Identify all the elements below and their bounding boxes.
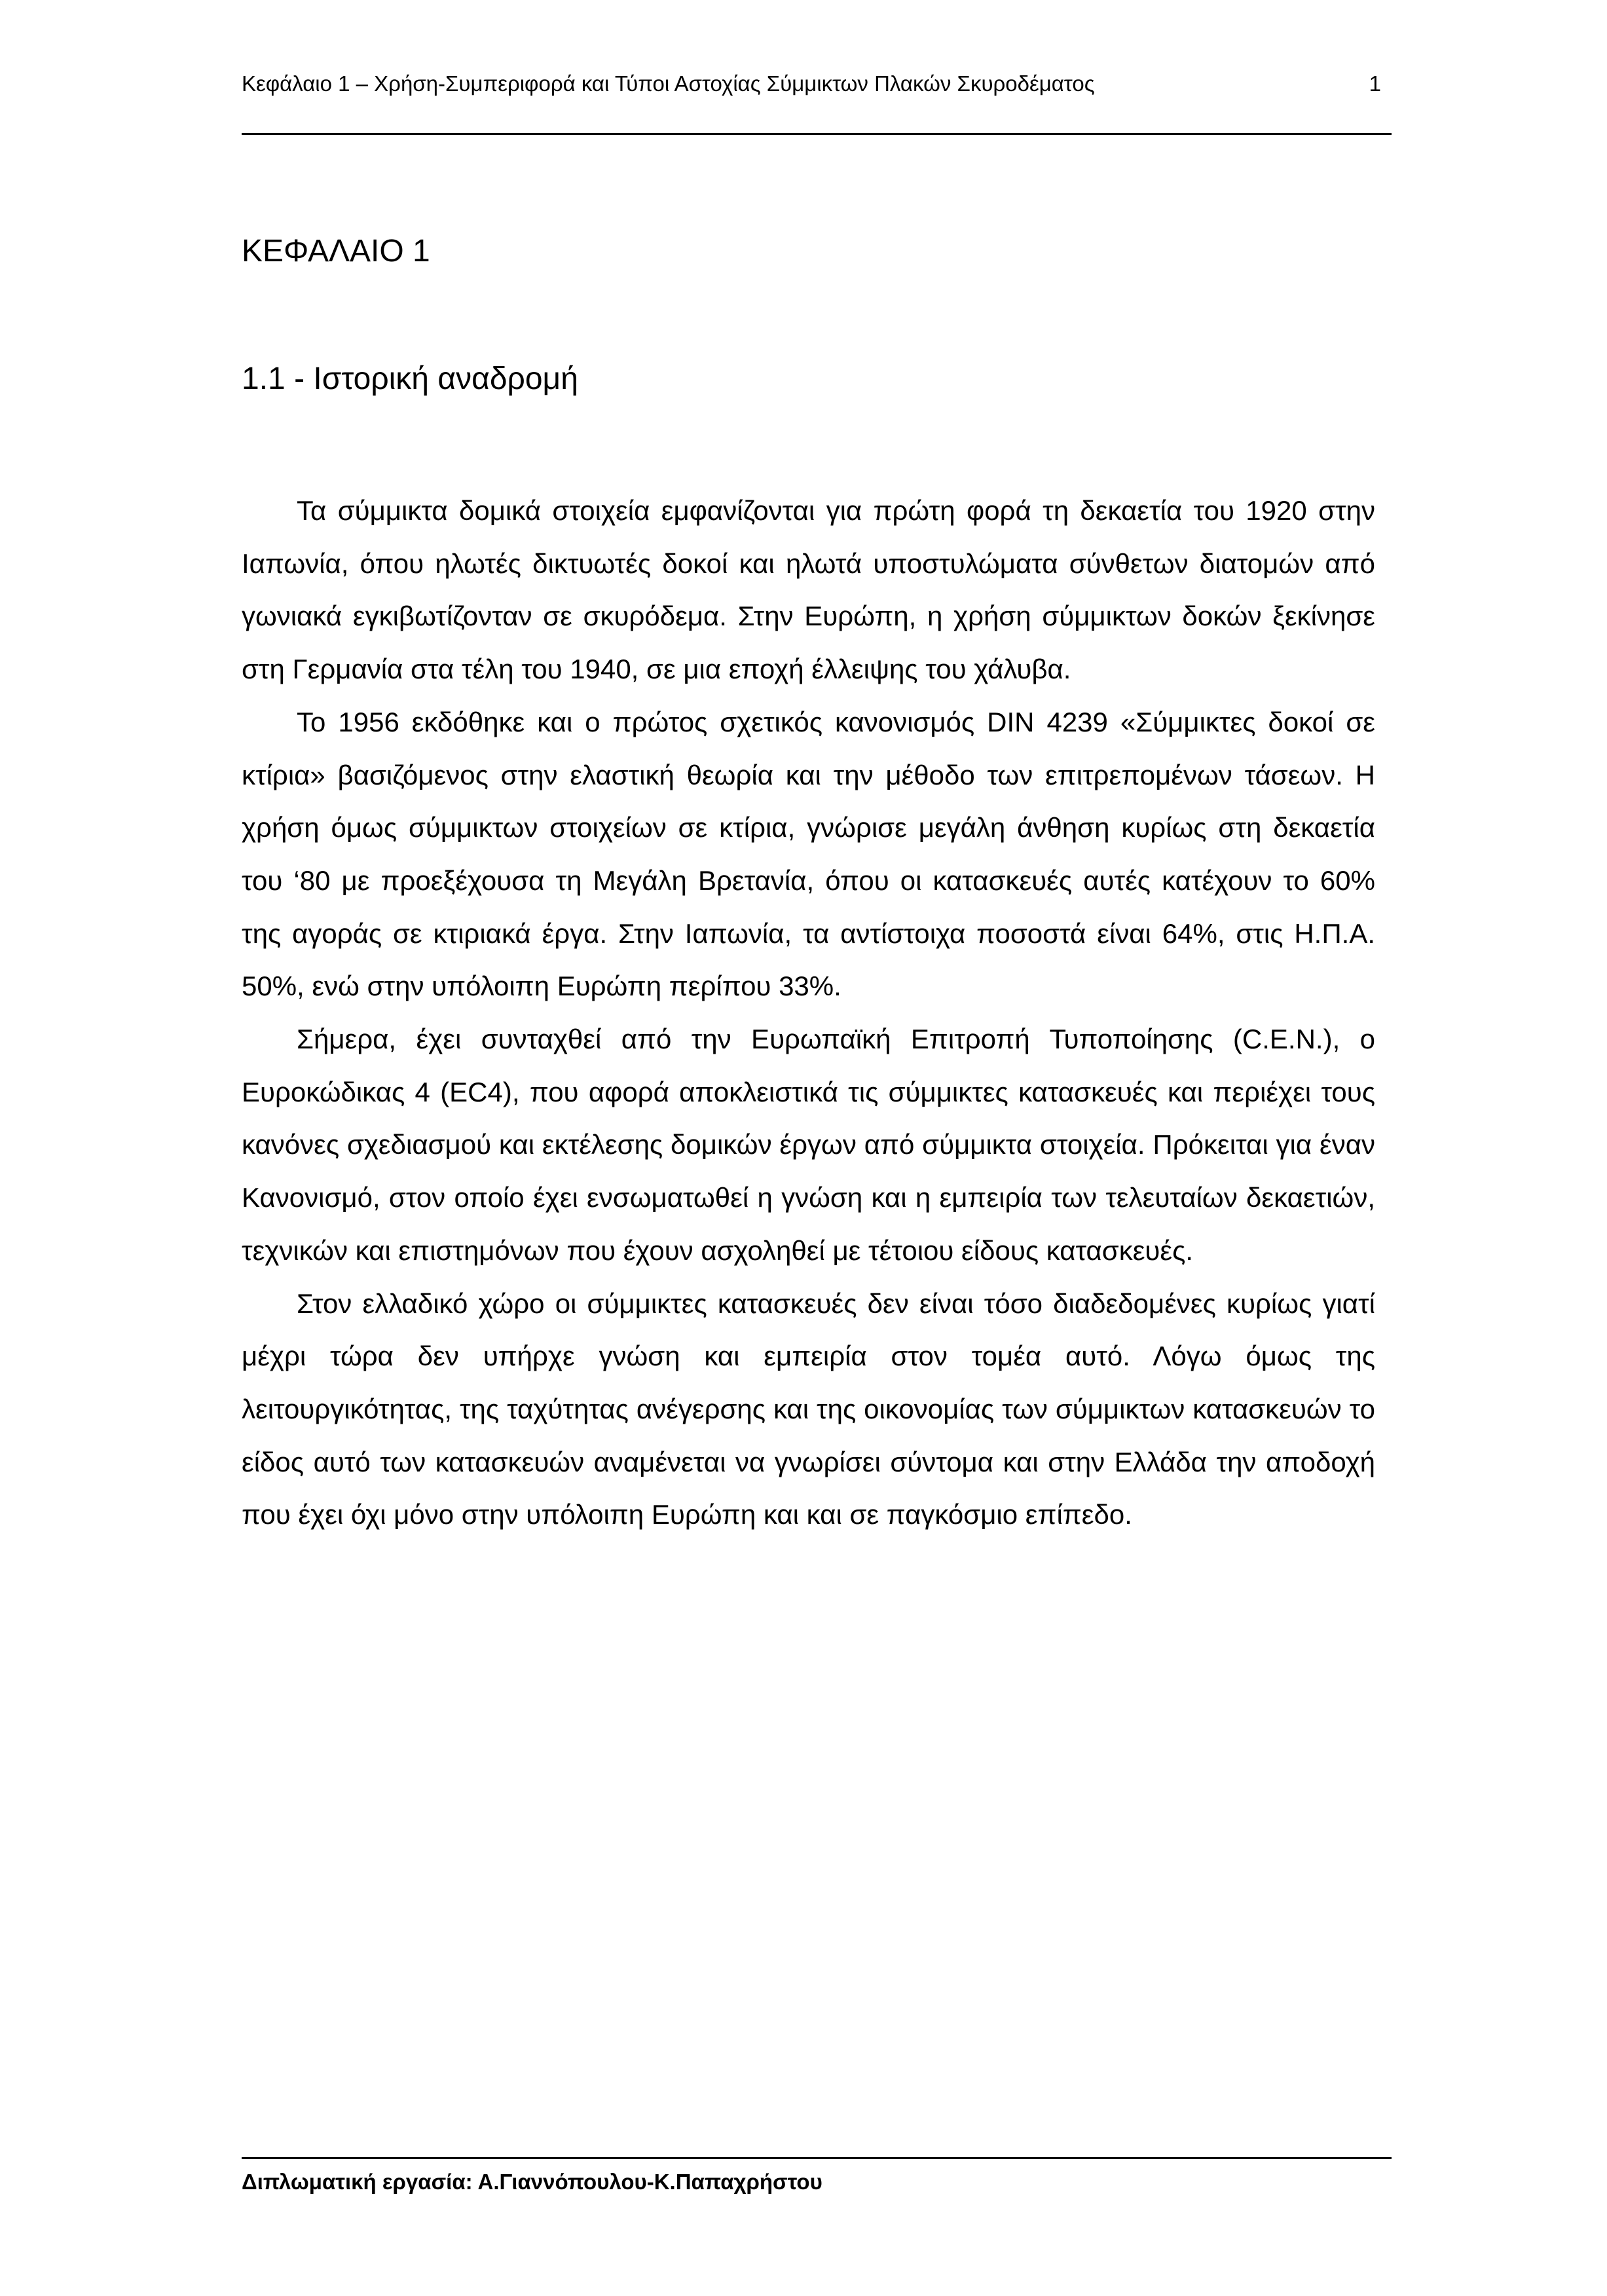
paragraph-1: Τα σύμμικτα δομικά στοιχεία εμφανίζονται για πρώτη φορά τη δεκαετία του 1920 στην Ιαπωνία, όπου ηλωτές δικτυωτές δοκοί και ηλωτά υποστυλώματα σύνθετων διατομών από γωνιακά εγκιβωτίζονταν σε σκυρόδεμα. Στην Ευρώπη, η χρήση σύμμικτων δοκών ξεκίνησε στη Γερμανία στα τέλη του 1940, σε μια εποχή έλλειψης του χάλυβα. <box>242 495 1375 685</box>
paragraph-4: Στον ελλαδικό χώρο οι σύμμικτες κατασκευές δεν είναι τόσο διαδεδομένες κυρίως γιατί μέχρι τώρα δεν υπήρχε γνώση και εμπειρία στον τομέα αυτό. Λόγω όμως της λειτουργικότητας, της ταχύτητας ανέγερσης και της οικονομίας των σύμμικτων κατασκευών το είδος αυτό των κατασκευών αναμένεται να γνωρίσει σύντομα και στην Ελλάδα την αποδοχή που έχει όχι μόνο στην υπόλοιπη Ευρώπη και και σε παγκόσμιο επίπεδο. <box>242 1287 1375 1530</box>
page-number: 1 <box>1369 71 1381 96</box>
header-divider <box>242 133 1392 135</box>
page-footer: Διπλωματική εργασία: Α.Γιαννόπουλου-Κ.Παπαχρήστου <box>242 2170 822 2194</box>
paragraph-3: Σήμερα, έχει συνταχθεί από την Ευρωπαϊκή Επιτροπή Τυποποίησης (C.E.N.), ο Ευροκώδικας 4 (EC4), που αφορά αποκλειστικά τις σύμμικτες κατασκευές και περιέχει τους κανόνες σχεδιασμού και εκτέλεσης δομικών έργων από σύμμικτα στοιχεία. Πρόκειται για έναν Κανονισμό, στον οποίο έχει ενσωματωθεί η γνώση και η εμπειρία των τελευταίων δεκαετιών, τεχνικών και επιστημόνων που έχουν ασχοληθεί με τέτοιου είδους κατασκευές. <box>242 1024 1375 1266</box>
footer-divider <box>242 2157 1392 2159</box>
section-heading: 1.1 - Ιστορική αναδρομή <box>242 361 578 396</box>
body-text <box>242 485 1375 1542</box>
paragraph-2: Το 1956 εκδόθηκε και ο πρώτος σχετικός κανονισμός DIN 4239 «Σύμμικτες δοκοί σε κτίρια» βασιζόμενος στην ελαστική θεωρία και την μέθοδο των επιτρεπομένων τάσεων. Η χρήση όμως σύμμικτων στοιχείων σε κτίρια, γνώρισε μεγάλη άνθηση κυρίως στη δεκαετία του ‘80 με προεξέχουσα τη Μεγάλη Βρετανία, όπου οι κατασκευές αυτές κατέχουν το 60% της αγοράς σε κτιριακά έργα. Στην Ιαπωνία, τα αντίστοιχα ποσοστά είναι 64%, στις Η.Π.Α. 50%, ενώ στην υπόλοιπη Ευρώπη περίπου 33%. <box>242 706 1375 1002</box>
page-header <box>242 71 1381 97</box>
chapter-heading: ΚΕΦΑΛΑΙΟ 1 <box>242 234 430 268</box>
header-title: Κεφάλαιο 1 – Χρήση-Συμπεριφορά και Τύποι Αστοχίας Σύμμικτων Πλακών Σκυροδέματος <box>242 71 1095 96</box>
